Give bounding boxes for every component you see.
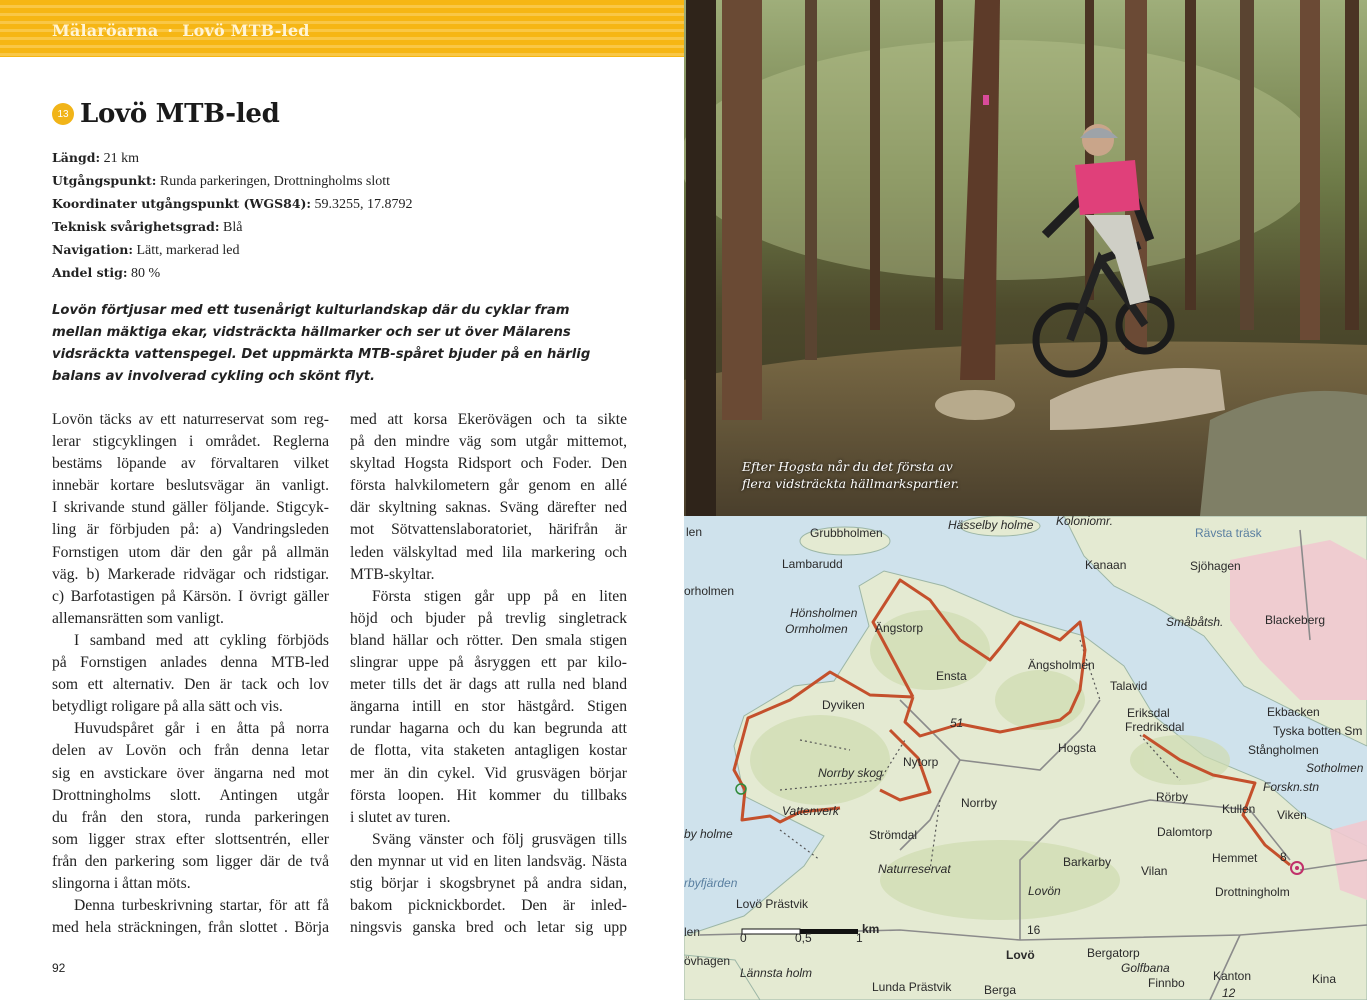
map-label: Småbåtsh. bbox=[1166, 615, 1224, 629]
map-label: Eriksdal bbox=[1127, 706, 1170, 720]
map-label: Grubbholmen bbox=[810, 526, 883, 540]
body-text-line: där skyltning saknas. Sväng därefter ned bbox=[350, 499, 627, 517]
body-text-line: de flotta, vita staketen antagligen kostar bbox=[350, 742, 627, 760]
chapter-name: Lovö MTB-led bbox=[182, 21, 310, 40]
map-label: Lännsta holm bbox=[740, 966, 813, 980]
body-text-line: ängarna intill en stor hästgård. Stigen bbox=[350, 698, 627, 716]
body-text-line: bakom picknickbordet. Den är inled- bbox=[350, 897, 627, 915]
map-label: Lambarudd bbox=[782, 557, 843, 571]
map-label: Lovö Prästvik bbox=[736, 897, 809, 911]
map-label: övhagen bbox=[684, 954, 731, 968]
fact-navigation bbox=[52, 239, 413, 262]
body-text-line: meter tills det är dags att rulla ned bland bbox=[350, 676, 627, 694]
fact-label: Koordinater utgångspunkt (WGS84): bbox=[52, 196, 312, 211]
map-label: Blackeberg bbox=[1265, 613, 1326, 627]
body-text-line: bestäms löpande av förvaltaren vilket bbox=[52, 455, 329, 473]
fact-label: Utgångspunkt: bbox=[52, 173, 157, 188]
map-label: Finnbo bbox=[1148, 976, 1185, 990]
map-label: 12 bbox=[1222, 986, 1236, 1000]
scale-tick: 0,5 bbox=[795, 931, 812, 945]
body-text-line: Drottningholms slott. Antingen utgår bbox=[52, 786, 329, 804]
map-label: len bbox=[684, 925, 701, 939]
fact-value: 59.3255, 17.8792 bbox=[311, 197, 413, 212]
body-text-line: c) Barfotastigen på Kärsön. I övrigt gäller bbox=[52, 587, 329, 605]
fact-trail-share bbox=[52, 262, 413, 285]
scale-tick: 1 bbox=[856, 931, 863, 945]
map-label: Kanton bbox=[1213, 969, 1252, 983]
body-text-line: första loopen. Hit kommer du tillbaks bbox=[350, 786, 627, 804]
pink-trail-marker-icon bbox=[983, 95, 989, 105]
map-label: Norrby skog bbox=[818, 766, 883, 780]
body-text-line: leden välskyltad med lila markering och bbox=[350, 543, 627, 561]
map-label: Naturreservat bbox=[878, 862, 951, 876]
body-column-1 bbox=[52, 409, 329, 939]
map-label: Sotholmen bbox=[1306, 761, 1364, 775]
body-text-line: som ligger strax efter slottsentrén, eller bbox=[52, 830, 329, 848]
fact-value: Lätt, markerad led bbox=[132, 243, 240, 258]
body-text-line: I skrivande stund gäller följande. Stigcyk- bbox=[52, 499, 329, 517]
fact-length bbox=[52, 147, 413, 170]
intro-paragraph: Lovön förtjusar med ett tusenårigt kulturlandskap där du cyklar fram mellan mäktiga ekar, vidsträckta hällmarker och ser ut över Mälarens vidsräckta vattenspegel. Det uppmärkta MTB-spåret bjuder på en härlig balans av involverad cykling och skönt flyt. bbox=[52, 303, 591, 384]
map-label: Hönsholmen bbox=[790, 606, 858, 620]
body-text-line: ling är förbjuden på: a) Vandringsleden bbox=[52, 521, 329, 539]
page-title bbox=[52, 99, 280, 129]
fact-value: 80 % bbox=[127, 266, 161, 281]
route-facts bbox=[52, 147, 413, 285]
map-label: Golfbana bbox=[1121, 961, 1170, 975]
body-text-line: bland hällar och rötter. Den smala stigen bbox=[350, 631, 627, 649]
body-text-line: från den parkering som ligger där de två bbox=[52, 852, 329, 870]
body-text-line: väg. b) Markerade ridvägar och ridstigar. bbox=[52, 565, 329, 583]
route-map bbox=[684, 516, 1367, 1000]
body-text-line: med hela sträckningen, från slottet . Börja bbox=[52, 919, 329, 937]
body-text-line: Första stigen går upp på en liten bbox=[372, 587, 627, 605]
map-label: Strömdal bbox=[869, 828, 918, 842]
fact-value: 21 km bbox=[100, 151, 139, 166]
caption-line: Efter Hogsta når du det första av bbox=[742, 459, 953, 474]
body-text-line: med att korsa Ekerövägen och ta sikte bbox=[350, 411, 627, 428]
map-label: Lovön bbox=[1028, 884, 1061, 898]
body-text-line: allemansrätten som vanligt. bbox=[52, 609, 224, 627]
map-label: Barkarby bbox=[1063, 855, 1112, 869]
map-label: 16 bbox=[1027, 923, 1041, 937]
map-label: Ängstorp bbox=[875, 621, 924, 635]
fact-label: Andel stig: bbox=[52, 265, 128, 280]
map-label: Hässelby holme bbox=[948, 518, 1034, 532]
map-label: Hemmet bbox=[1212, 851, 1258, 865]
scale-unit: km bbox=[862, 922, 880, 936]
map-label: Norrby bbox=[961, 796, 998, 810]
map-label: 51 bbox=[950, 716, 964, 730]
body-text-line: mot Sötvattenslaboratoriet, härifrån är bbox=[350, 521, 627, 539]
map-label: Sjöhagen bbox=[1190, 559, 1241, 573]
map-label: Berga bbox=[984, 983, 1017, 997]
map-label: Lunda Prästvik bbox=[872, 980, 952, 994]
body-text-line: slingrar uppe på åsryggen ett par kilo- bbox=[350, 654, 627, 672]
body-text-line: sig en avstickare över ängarna ned mot bbox=[52, 764, 329, 782]
header-band bbox=[0, 0, 684, 57]
scale-tick: 0 bbox=[740, 931, 747, 945]
map-label: Lovö bbox=[1006, 948, 1035, 962]
body-text-line: på den mindre väg som utgår mittemot, bbox=[350, 433, 627, 451]
body-text-line: delen av Lovön och från denna letar bbox=[52, 742, 329, 760]
title-text: Lovö MTB-led bbox=[80, 99, 280, 129]
photo-caption bbox=[742, 458, 959, 492]
running-header bbox=[52, 21, 310, 40]
map-label: len bbox=[686, 525, 703, 539]
body-text-line: på Fornstigen anlades denna MTB-led bbox=[52, 654, 329, 672]
body-text-line: Fornstigen utom där den går på allmän bbox=[52, 543, 329, 561]
fact-difficulty bbox=[52, 216, 413, 239]
map-label: Dyviken bbox=[822, 698, 865, 712]
body-text-line: mer än din cykel. Vid grusvägen börjar bbox=[350, 764, 627, 782]
map-label: Koloniomr. bbox=[1056, 516, 1113, 528]
body-column-2 bbox=[350, 409, 627, 939]
body-text-line: i slutet av turen. bbox=[350, 808, 451, 826]
route-number-badge: 13 bbox=[52, 103, 74, 125]
map-label: rbyfjärden bbox=[684, 876, 738, 890]
fact-start bbox=[52, 170, 413, 193]
map-label: Hogsta bbox=[1058, 741, 1097, 755]
body-text-line: rundar hagarna och du kan begrunda att bbox=[350, 720, 627, 738]
map-label: Tyska botten Sm bbox=[1273, 724, 1363, 738]
map-label: Ekbacken bbox=[1267, 705, 1320, 719]
map-label: Vilan bbox=[1141, 864, 1168, 878]
map-label: Stångholmen bbox=[1248, 743, 1319, 757]
map-label: Ormholmen bbox=[785, 622, 848, 636]
map-label: Rävsta träsk bbox=[1195, 526, 1262, 540]
body-text-line: Lovön täcks av ett naturreservat som reg- bbox=[52, 411, 329, 428]
separator: · bbox=[167, 21, 174, 40]
map-label: Kina bbox=[1312, 972, 1337, 986]
map-label: Forskn.stn bbox=[1263, 780, 1320, 794]
body-text-line: höjd och bjuder på trevlig singletrack bbox=[350, 609, 627, 627]
fact-label: Navigation: bbox=[52, 242, 133, 257]
map-label: Fredriksdal bbox=[1125, 720, 1185, 734]
body-text-line: stig börjar i skogsbrynet på andra sidan, bbox=[350, 874, 627, 892]
map-label: Ensta bbox=[936, 669, 967, 683]
map-label: Ängsholmen bbox=[1028, 658, 1095, 672]
fact-value: Blå bbox=[219, 220, 243, 235]
body-text-line: betydligt roligare på alla sätt och vis. bbox=[52, 698, 283, 716]
map-label: Talavid bbox=[1110, 679, 1148, 693]
body-text-line: skyltad Hogsta Ridsport och Foder. Den bbox=[350, 455, 627, 473]
map-label: Bergatorp bbox=[1087, 946, 1140, 960]
map-label: Viken bbox=[1277, 808, 1307, 822]
map-label: Dalomtorp bbox=[1157, 825, 1213, 839]
map-label: Rörby bbox=[1156, 790, 1189, 804]
body-text-line: lerar stigcyklingen i området. Reglerna bbox=[52, 433, 329, 451]
body-text-line: Denna turbeskrivning startar, för att få bbox=[74, 897, 329, 915]
map-label: Drottningholm bbox=[1215, 885, 1290, 899]
body-text-line: I samband med att cykling förbjöds bbox=[74, 631, 329, 649]
page-number: 92 bbox=[52, 961, 66, 975]
body-text-line: första halvkilometern går genom en allé bbox=[350, 477, 627, 495]
body-text-line: du från den stora, runda parkeringen bbox=[52, 808, 329, 826]
fact-coordinates bbox=[52, 193, 413, 216]
fact-value: Runda parkeringen, Drottningholms slott bbox=[156, 174, 391, 189]
map-label: orholmen bbox=[684, 584, 735, 598]
map-label: Kanaan bbox=[1085, 558, 1127, 572]
fact-label: Längd: bbox=[52, 150, 101, 165]
map-label: Nytorp bbox=[903, 755, 939, 769]
map-label: by holme bbox=[684, 827, 733, 841]
fact-label: Teknisk svårighetsgrad: bbox=[52, 219, 220, 234]
body-text-line: ningsvis ganska bred och letar sig upp bbox=[350, 919, 627, 937]
body-text-line: Sväng vänster och följ grusvägen tills bbox=[372, 830, 627, 848]
map-label: Kullen bbox=[1222, 802, 1256, 816]
body-text-line: som ett alternativ. Den är tack och lov bbox=[52, 676, 329, 694]
caption-line: flera vidsträckta hällmarkspartier. bbox=[742, 476, 960, 491]
map-label: 8 bbox=[1280, 850, 1287, 864]
body-text-line: den mynnar ut vid en liten landsväg. Nästa bbox=[350, 852, 627, 870]
body-text-line: innebär kortare beslutsvägar än vanligt. bbox=[52, 477, 329, 495]
body-text-line: Huvudspåret går i en åtta på norra bbox=[74, 720, 329, 738]
mountain-bike-photo bbox=[684, 0, 1367, 516]
body-text-line: slingorna i åttan möts. bbox=[52, 874, 191, 892]
map-label: Vattenverk bbox=[782, 804, 839, 818]
body-text-line: MTB-skyltar. bbox=[350, 565, 435, 583]
section-name: Mälaröarna bbox=[52, 21, 159, 40]
